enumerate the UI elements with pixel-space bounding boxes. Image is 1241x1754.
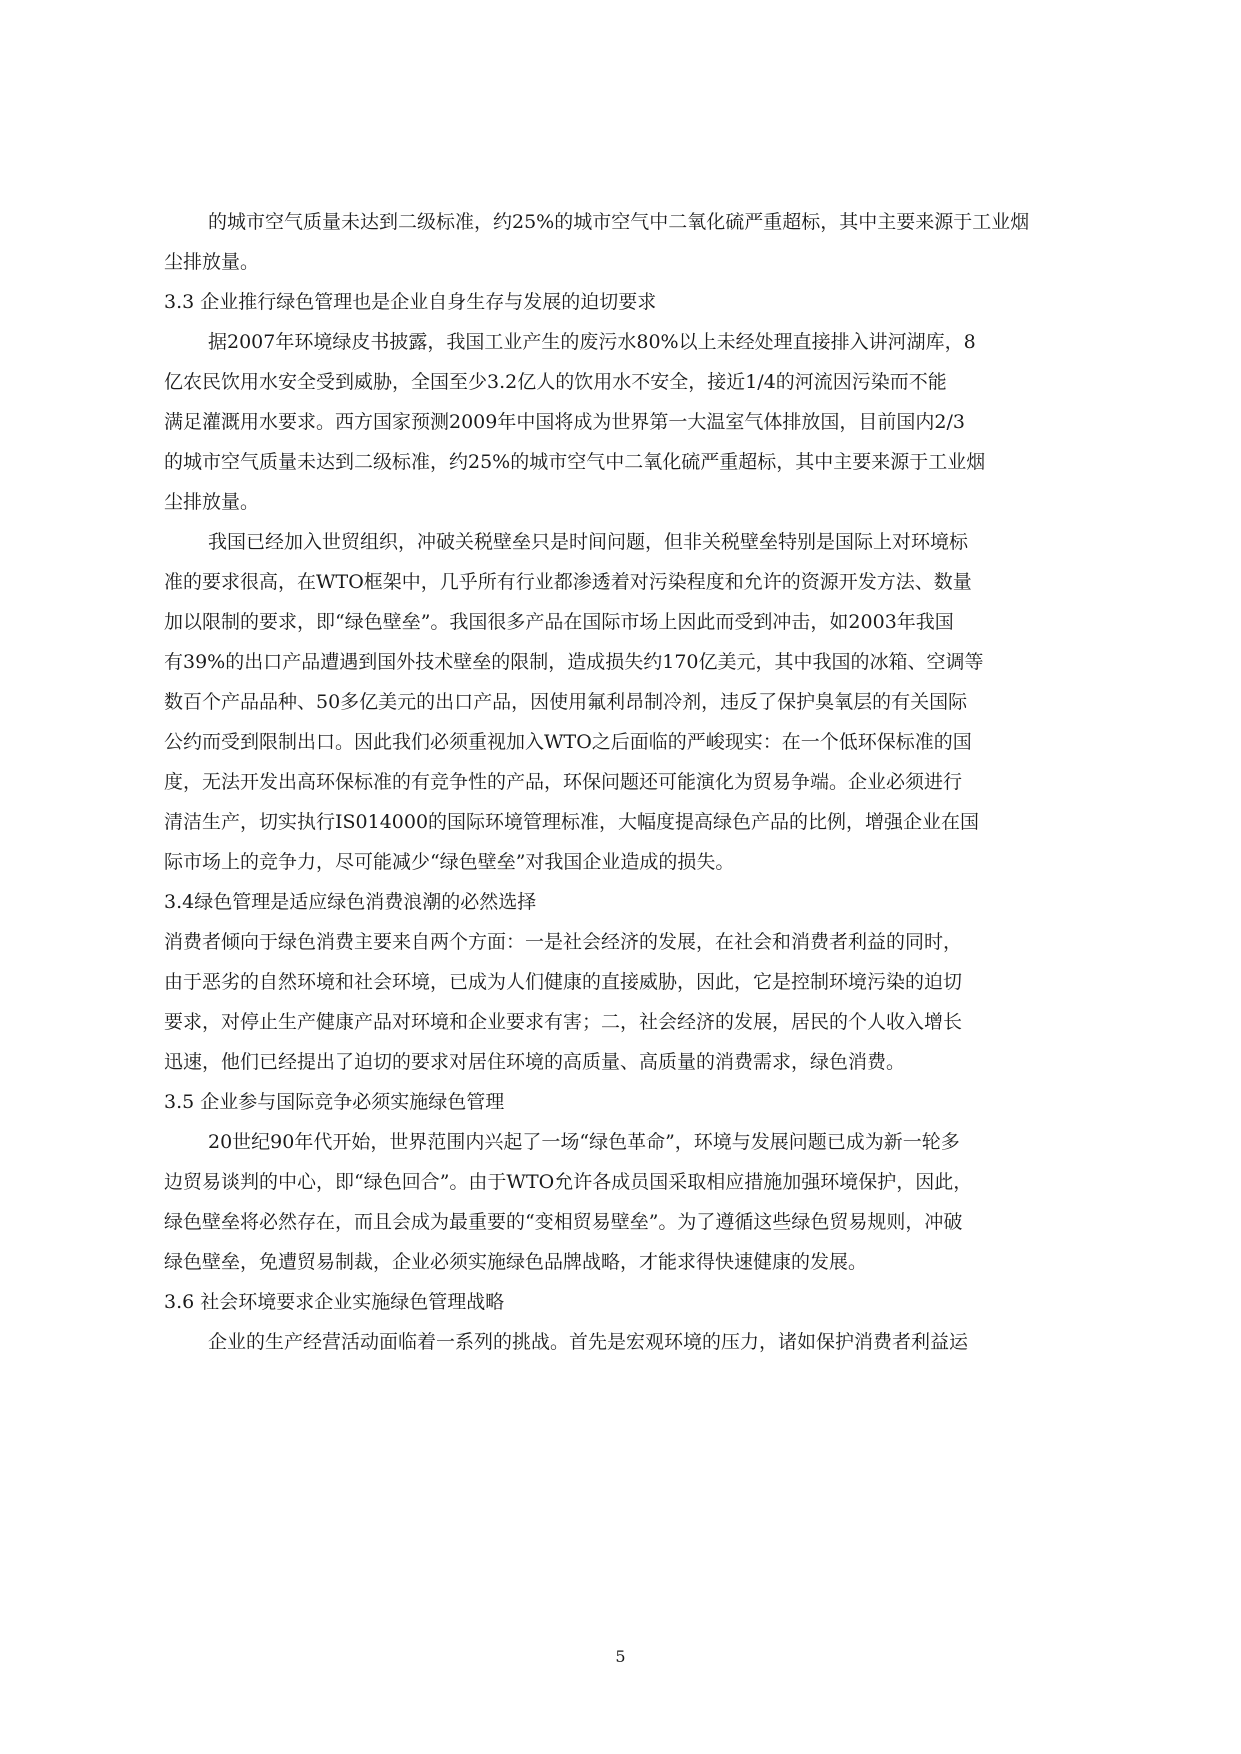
text-line: 加以限制的要求，即“绿色壁垒”。我国很多产品在国际市场上因此而受到冲击，如2003年我国 <box>164 611 954 633</box>
text-line: 据2007年环境绿皮书披露，我国工业产生的废污水80%以上未经处理直接排入讲河湖库，8 <box>208 331 976 353</box>
text-line: 绿色壁垒将必然存在，而且会成为最重要的“变相贸易壁垒”。为了遵循这些绿色贸易规则，冲破 <box>164 1211 963 1233</box>
text-line: 迅速，他们已经提出了迫切的要求对居住环境的高质量、高质量的消费需求，绿色消费。 <box>164 1051 906 1073</box>
section-heading: 3.6 社会环境要求企业实施绿色管理战略 <box>164 1291 505 1313</box>
text-line: 尘排放量。 <box>164 251 260 273</box>
text-line: 际市场上的竞争力，尽可能减少“绿色壁垒”对我国企业造成的损失。 <box>164 851 735 873</box>
text-line: 绿色壁垒，免遭贸易制裁，企业必须实施绿色品牌战略，才能求得快速健康的发展。 <box>164 1251 868 1273</box>
text-line: 企业的生产经营活动面临着一系列的挑战。首先是宏观环境的压力，诸如保护消费者利益运 <box>208 1331 969 1353</box>
section-heading: 3.4绿色管理是适应绿色消费浪潮的必然选择 <box>164 891 537 913</box>
section-heading: 3.5 企业参与国际竞争必须实施绿色管理 <box>164 1091 505 1113</box>
page-number: 5 <box>615 1647 626 1666</box>
text-line: 清洁生产，切实执行IS014000的国际环境管理标准，大幅度提高绿色产品的比例，增强企业在国 <box>164 811 980 833</box>
text-line: 度，无法开发出高环保标准的有竞争性的产品，环保问题还可能演化为贸易争端。企业必须进行 <box>164 771 963 793</box>
text-line: 由于恶劣的自然环境和社会环境，已成为人们健康的直接威胁，因此，它是控制环境污染的迫切 <box>164 971 963 993</box>
text-line: 满足灌溉用水要求。西方国家预测2009年中国将成为世界第一大温室气体排放国，目前国内2/3 <box>164 411 965 433</box>
paragraph <box>164 922 1089 1082</box>
paragraph <box>164 202 1089 282</box>
paragraph <box>164 1122 1089 1282</box>
text-line: 尘排放量。 <box>164 491 260 513</box>
text-line: 公约而受到限制出口。因此我们必须重视加入WTO之后面临的严峻现实：在一个低环保标准的国 <box>164 731 972 753</box>
text-line: 边贸易谈判的中心，即“绿色回合”。由于WTO允许各成员国采取相应措施加强环境保护，因此， <box>164 1171 973 1193</box>
text-line: 消费者倾向于绿色消费主要来自两个方面：一是社会经济的发展，在社会和消费者利益的同时， <box>164 931 963 953</box>
text-line: 要求，对停止生产健康产品对环境和企业要求有害；二，社会经济的发展，居民的个人收入增长 <box>164 1011 963 1033</box>
paragraph <box>164 322 1089 522</box>
text-line: 亿农民饮用水安全受到威胁，全国至少3.2亿人的饮用水不安全，接近1/4的河流因污染而不能 <box>164 371 947 393</box>
text-line: 的城市空气质量未达到二级标准，约25%的城市空气中二氧化硫严重超标，其中主要来源于工业烟 <box>208 211 1030 233</box>
section-heading: 3.3 企业推行绿色管理也是企业自身生存与发展的迫切要求 <box>164 291 657 313</box>
paragraph <box>164 522 1089 882</box>
paragraph <box>164 1322 1089 1362</box>
text-line: 我国已经加入世贸组织，冲破关税壁垒只是时间问题，但非关税壁垒特别是国际上对环境标 <box>208 531 969 553</box>
text-line: 数百个产品品种、50多亿美元的出口产品，因使用氟利昂制冷剂，违反了保护臭氧层的有关国际 <box>164 691 968 713</box>
text-line: 有39%的出口产品遭遇到国外技术壁垒的限制，造成损失约170亿美元，其中我国的冰箱、空调等 <box>164 651 984 673</box>
text-line: 的城市空气质量未达到二级标准，约25%的城市空气中二氧化硫严重超标，其中主要来源于工业烟 <box>164 451 986 473</box>
document-body <box>164 202 1089 1362</box>
text-line: 准的要求很高，在WTO框架中，几乎所有行业都渗透着对污染程度和允许的资源开发方法、数量 <box>164 571 972 593</box>
text-line: 20世纪90年代开始，世界范围内兴起了一场“绿色革命”，环境与发展问题已成为新一轮多 <box>208 1131 960 1153</box>
